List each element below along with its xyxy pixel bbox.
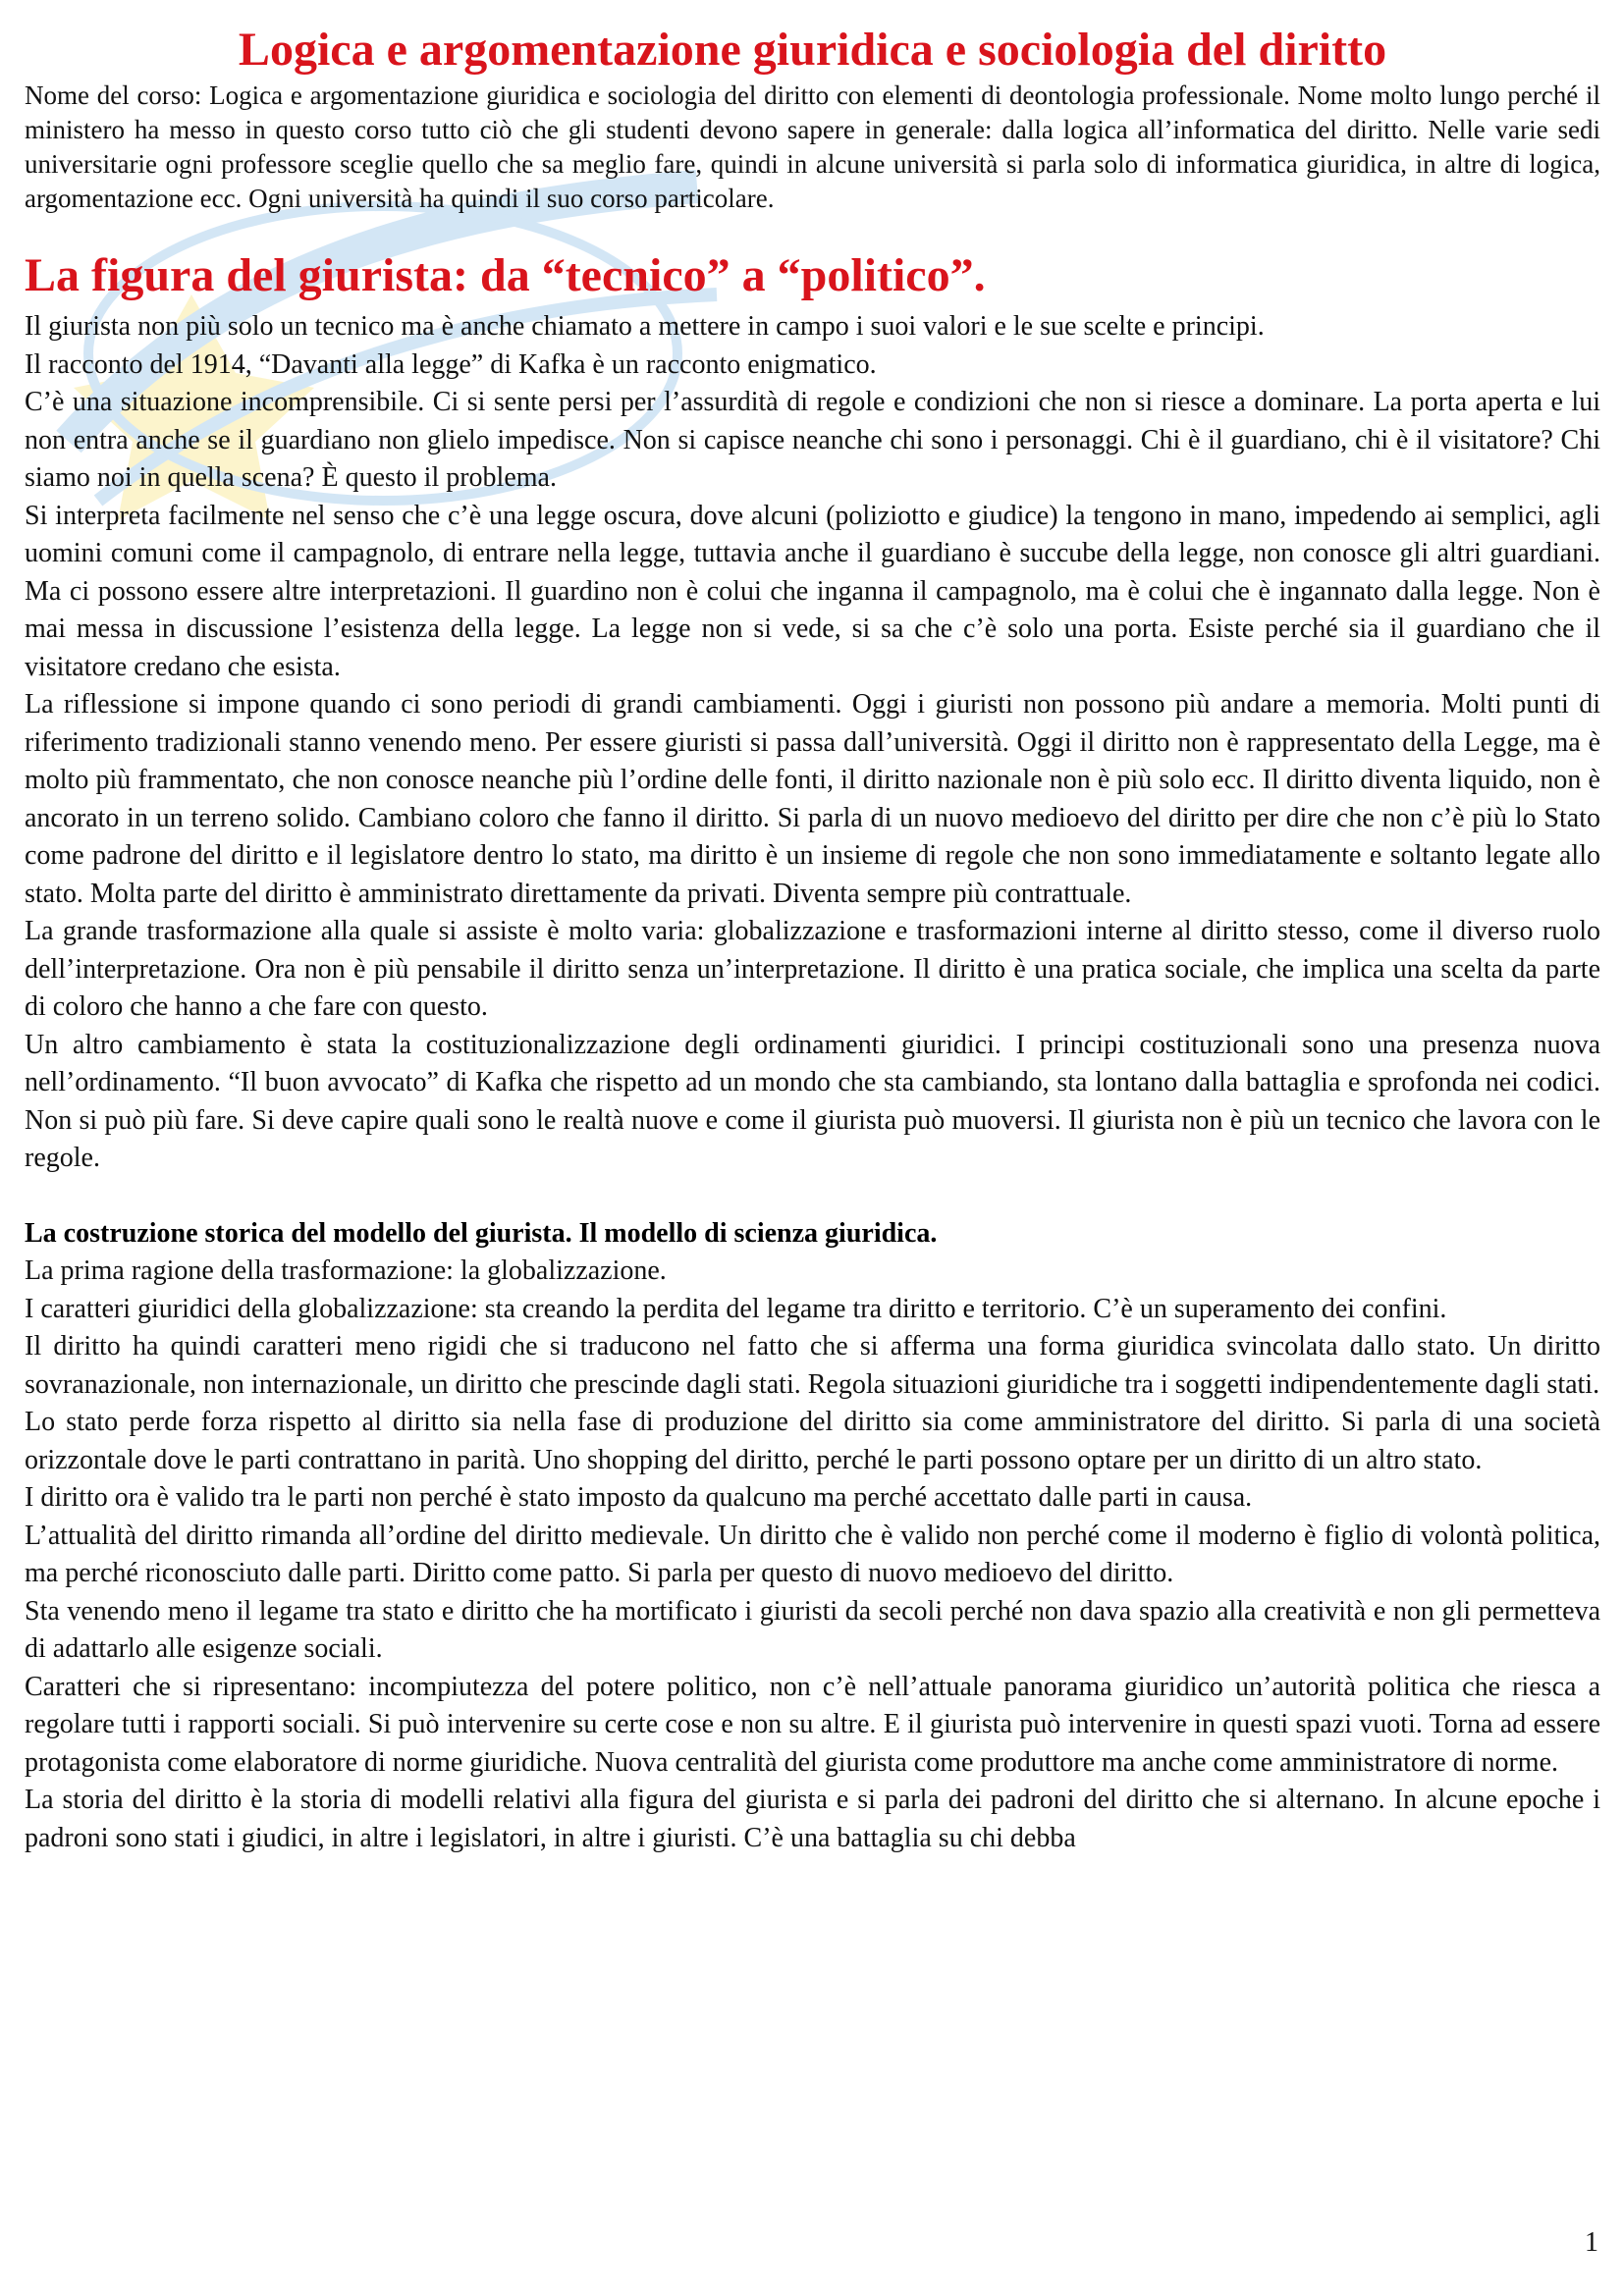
section-title: La figura del giurista: da “tecnico” a “politico”. [25,249,986,301]
section-paragraph: Si interpreta facilmente nel senso che c’è una legge oscura, dove alcuni (poliziotto e giudice) la tengono in mano, impedendo ai semplici, agli uomini comuni come il campagnolo, di entrare nella legge, tuttavia anche il guardiano è succube della legge, non conosce gli altri guardiani. Ma ci possono essere altre interpretazioni. Il guardino non è colui che inganna il campagnolo, ma è colui che è ingannato dalla legge. Non è mai messa in discussione l’esistenza della legge. La legge non si vede, si sa che c’è solo una porta. Esiste perché sia il guardiano che il visitatore credano che esista. [25,500,1600,682]
subsection-paragraph: Sta venendo meno il legame tra stato e diritto che ha mortificato i giuristi da secoli perché non dava spazio alla creatività e non gli permetteva di adattarlo alle esigenze sociali. [25,1595,1600,1664]
subsection-paragraph: I caratteri giuridici della globalizzazione: sta creando la perdita del legame tra diritto e territorio. C’è un superamento dei confini. [25,1293,1447,1324]
section-paragraph: La riflessione si impone quando ci sono periodi di grandi cambiamenti. Oggi i giuristi non possono più andare a memoria. Molti punti di riferimento tradizionali stanno venendo meno. Per essere giuristi si passa dall’università. Oggi il diritto non è rappresentato della Legge, ma è molto più frammentato, che non conosce neanche più l’ordine delle fonti, il diritto nazionale non è più solo ecc. Il diritto diventa liquido, non è ancorato in un terreno solido. Cambiano coloro che fanno il diritto. Si parla di un nuovo medioevo del diritto per dire che non c’è più lo Stato come padrone del diritto e il legislatore dentro lo stato, ma diritto è un insieme di regole che non sono immediatamente e soltanto legate allo stato. Molta parte del diritto è amministrato direttamente da privati. Diventa sempre più contrattuale. [25,689,1600,909]
subsection-paragraph: La storia del diritto è la storia di modelli relativi alla figura del giurista e si parla dei padroni del diritto che si alternano. In alcune epoche i padroni sono stati i giudici, in altre i legislatori, in altre i giuristi. C’è una battaglia su chi debba [25,1785,1600,1853]
intro-paragraph: Nome del corso: Logica e argomentazione giuridica e sociologia del diritto con elementi di deontologia professionale. Nome molto lungo perché il ministero ha messo in questo corso tutto ciò che gli studenti devono sapere in generale: dalla logica all’informatica del diritto. Nelle varie sedi universitarie ogni professore sceglie quello che sa meglio fare, quindi in alcune università si parla solo di informatica giuridica, in altre di logica, argomentazione ecc. Ogni università ha quindi il suo corso particolare. [25,80,1600,213]
section-paragraph: Il racconto del 1914, “Davanti alla legge” di Kafka è un racconto enigmatico. [25,348,877,380]
page-number: 1 [1585,2227,1598,2258]
section-paragraph: C’è una situazione incomprensibile. Ci si sente persi per l’assurdità di regole e condizioni che non si riesce a dominare. La porta aperta e lui non entra anche se il guardiano non glielo impedisce. Non si capisce neanche chi sono i personaggi. Chi è il guardiano, chi è il visitatore? Chi siamo noi in quella scena? È questo il problema. [25,387,1600,493]
subsection-paragraph: La prima ragione della trasformazione: la globalizzazione. [25,1255,667,1286]
subsection-paragraph: Lo stato perde forza rispetto al diritto sia nella fase di produzione del diritto sia come amministratore del diritto. Si parla di una società orizzontale dove le parti contrattano in parità. Uno shopping del diritto, perché le parti possono optare per un diritto di un altro stato. [25,1407,1600,1475]
section-paragraph: La grande trasformazione alla quale si assiste è molto varia: globalizzazione e trasformazioni interne al diritto stesso, come il diverso ruolo dell’interpretazione. Ora non è più pensabile il diritto senza un’interpretazione. Il diritto è una pratica sociale, che implica una scelta da parte di coloro che hanno a che fare con questo. [25,916,1600,1022]
subsection-paragraph: I diritto ora è valido tra le parti non perché è stato imposto da qualcuno ma perché accettato dalle parti in causa. [25,1482,1253,1513]
document-title: Logica e argomentazione giuridica e sociologia del diritto [238,24,1387,76]
document-page [25,22,1600,1857]
section-paragraph: Un altro cambiamento è stata la costituzionalizzazione degli ordinamenti giuridici. I principi costituzionali sono una presenza nuova nell’ordinamento. “Il buon avvocato” di Kafka che rispetto ad un mondo che sta cambiando, sta lontano dalla battaglia e sprofonda nei codici. Non si può più fare. Si deve capire quali sono le realtà nuove e come il giurista può muoversi. Il giurista non è più un tecnico che lavora con le regole. [25,1029,1600,1173]
section-paragraph: Il giurista non più solo un tecnico ma è anche chiamato a mettere in campo i suoi valori e le sue scelte e principi. [25,311,1265,342]
subsection-paragraph: L’attualità del diritto rimanda all’ordine del diritto medievale. Un diritto che è valido non perché come il moderno è figlio di volontà politica, ma perché riconosciuto dalle parti. Diritto come patto. Si parla per questo di nuovo medioevo del diritto. [25,1520,1600,1588]
subsection-paragraph: Il diritto ha quindi caratteri meno rigidi che si traducono nel fatto che si afferma una forma giuridica svincolata dallo stato. Un diritto sovranazionale, non internazionale, un diritto che prescinde dagli stati. Regola situazioni giuridiche tra i soggetti indipendentemente dagli stati. [25,1331,1600,1400]
subsection-title: La costruzione storica del modello del giurista. Il modello di scienza giuridica. [25,1217,938,1249]
subsection-paragraph: Caratteri che si ripresentano: incompiutezza del potere politico, non c’è nell’attuale panorama giuridico un’autorità politica che riesca a regolare tutti i rapporti sociali. Si può intervenire su certe cose e non su altre. E il giurista può intervenire in questi spazi vuoti. Torna ad essere protagonista come elaboratore di norme giuridiche. Nuova centralità del giurista come produttore ma anche come amministratore di norme. [25,1671,1600,1778]
